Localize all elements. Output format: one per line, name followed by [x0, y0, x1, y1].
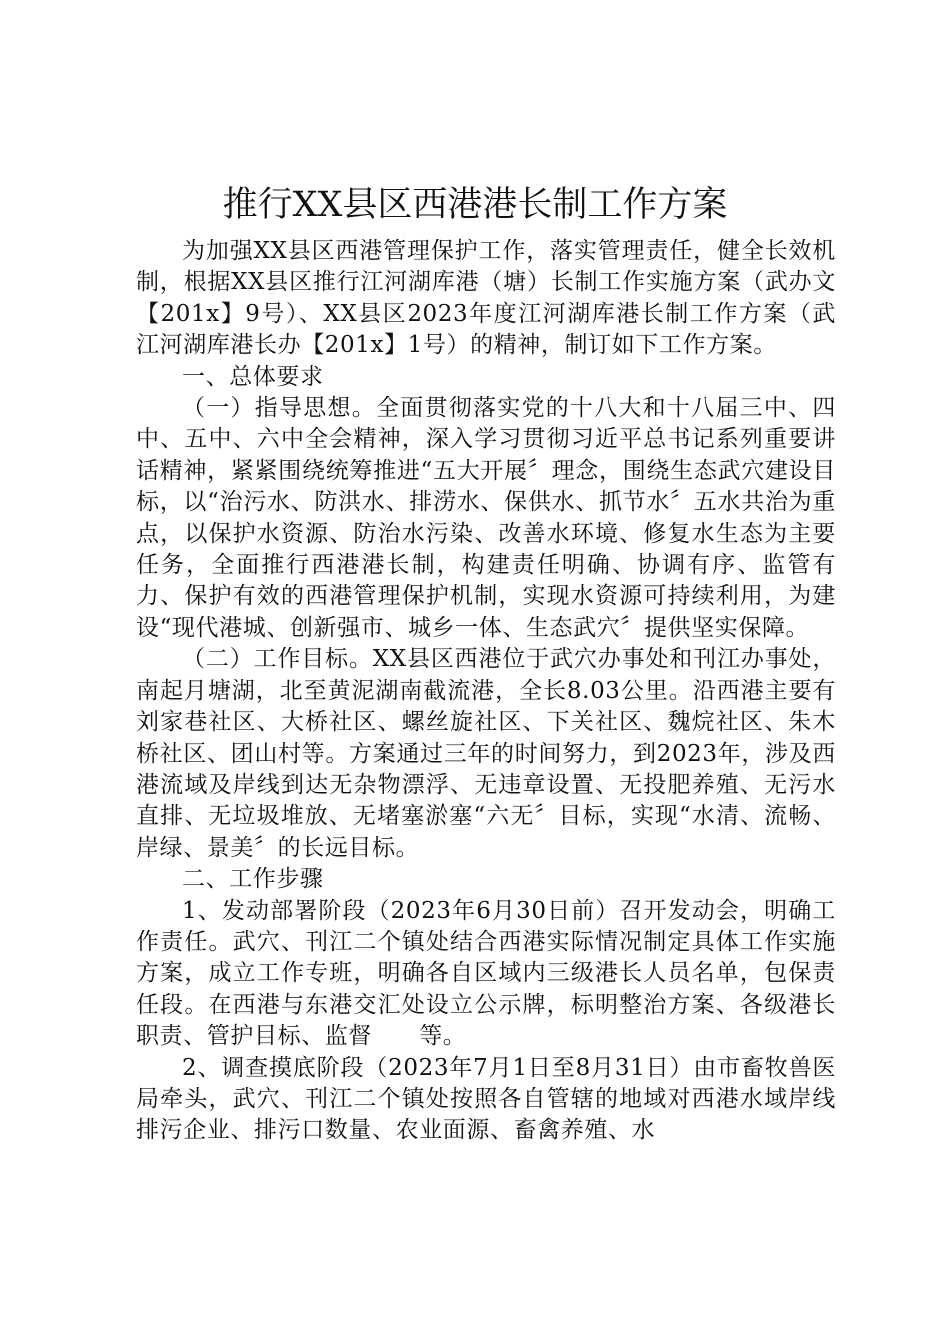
paragraph-step-2: 2、调查摸底阶段（2023年7月1日至8月31日）由市畜牧兽医局牵头，武穴、刊江二个镇处按照各自管辖的地域对西港水域岸线排污企业、排污口数量、农业面源、畜禽养殖、水: [136, 1054, 836, 1144]
paragraph-intro: 为加强XX县区西港管理保护工作，落实管理责任，健全长效机制，根据XX县区推行江河湖库港（塘）长制工作实施方案（武办文【201x】9号）、XX县区2023年度江河湖库港长制工作方案（武江河湖库港长办【201x】1号）的精神，制订如下工作方案。: [136, 238, 836, 359]
section-heading-general-requirements: 一、总体要求: [182, 363, 324, 390]
section-heading-work-steps: 二、工作步骤: [182, 866, 324, 893]
document-title: 推行XX县区西港港长制工作方案: [222, 185, 728, 225]
paragraph-work-goals: （二）工作目标。XX县区西港位于武穴办事处和刊江办事处，南起月塘湖，北至黄泥湖南截流港，全长8.03公里。沿西港主要有刘家巷社区、大桥社区、螺丝旋社区、下关社区、魏烷社区、朱木桥社区、团山村等。方案通过三年的时间努力，到2023年，涉及西港流域及岸线到达无杂物漂浮、无违章设置、无投肥养殖、无污水直排、无垃圾堆放、无堵塞淤塞“六无〞目标，实现“水清、流畅、岸绿、景美〞的长远目标。: [136, 646, 836, 861]
paragraph-guiding-ideology: （一）指导思想。全面贯彻落实党的十八大和十八届三中、四中、五中、六中全会精神，深入学习贯彻习近平总书记系列重要讲话精神，紧紧围绕统筹推进“五大开展〞理念，围绕生态武穴建设目标，以“治污水、防洪水、排涝水、保供水、抓节水〞五水共治为重点，以保护水资源、防治水污染、改善水环境、修复水生态为主要任务，全面推行西港港长制，构建责任明确、协调有序、监管有力、保护有效的西港管理保护机制，实现水资源可持续利用，为建设“现代港城、创新强市、城乡一体、生态武穴〞提供坚实保障。: [136, 395, 836, 641]
paragraph-step-1: 1、发动部署阶段（2023年6月30日前）召开发动会，明确工作责任。武穴、刊江二个镇处结合西港实际情况制定具体工作实施方案，成立工作专班，明确各自区域内三级港长人员名单，包保责任段。在西港与东港交汇处设立公示牌，标明整治方案、各级港长职责、管护目标、监督 等。: [136, 897, 836, 1050]
document-body: [136, 236, 836, 1147]
